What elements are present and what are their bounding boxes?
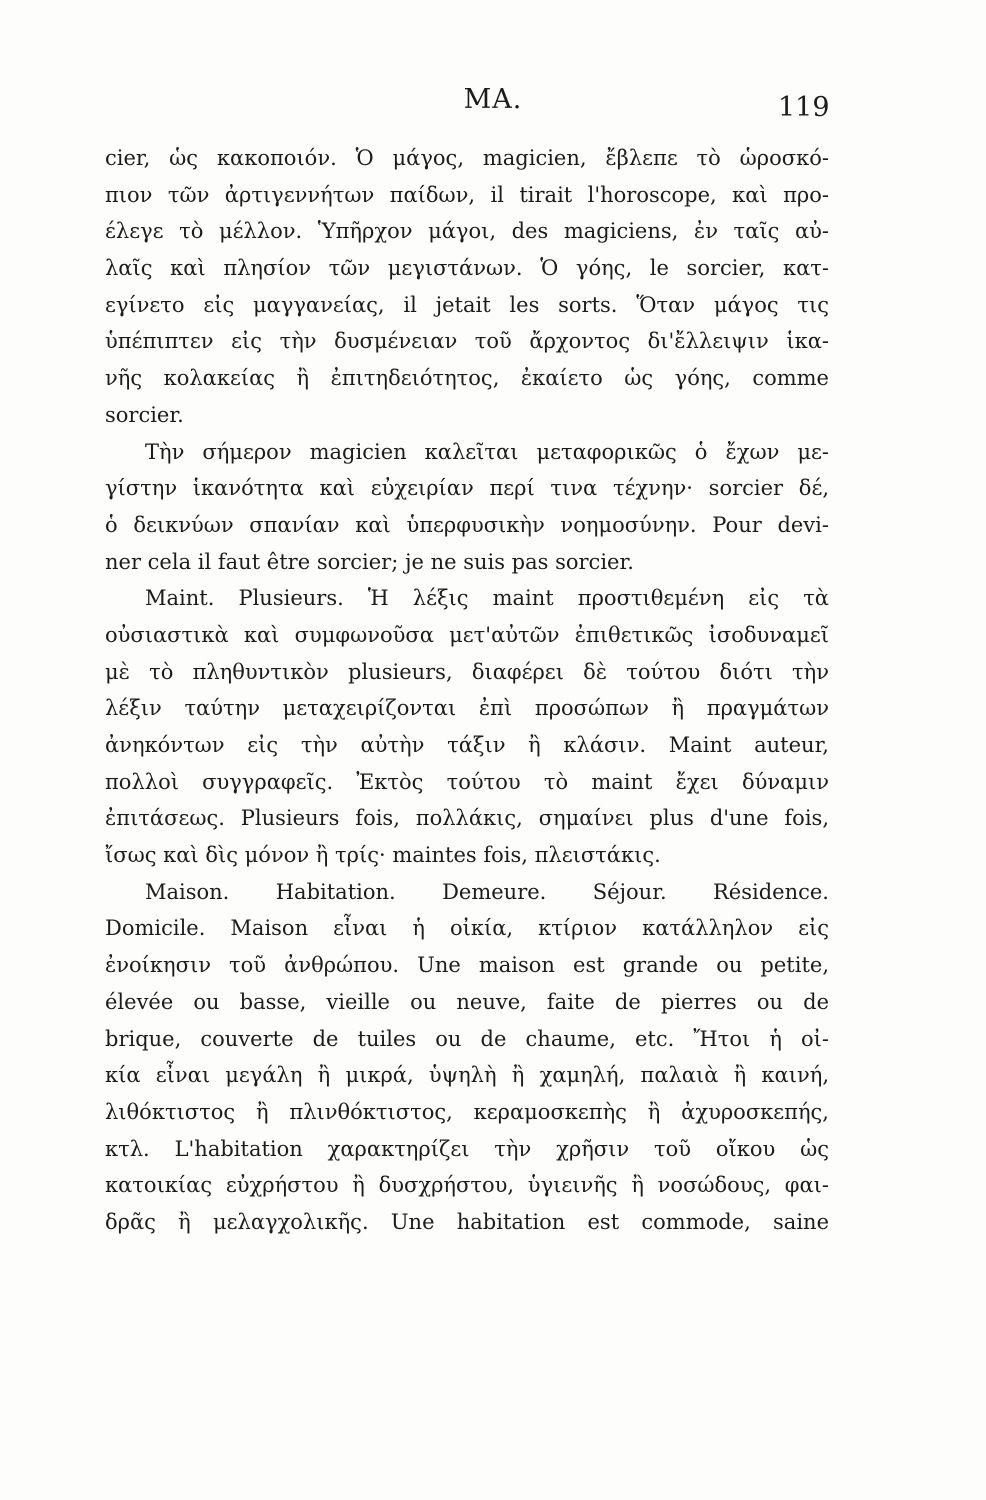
text-line: πιον τῶν ἀρτιγεννήτων παίδων, il tirait l'horoscope, καὶ προ- bbox=[105, 182, 829, 207]
text-line: κία εἶναι μεγάλη ἢ μικρά, ὑψηλὴ ἢ χαμηλή, παλαιὰ ἢ καινή, bbox=[105, 1063, 829, 1088]
text-line: ὁ δεικνύων σπανίαν καὶ ὑπερφυσικὴν νοημοσύνην. Pour devi- bbox=[105, 512, 829, 537]
text-line: λαῖς καὶ πλησίον τῶν μεγιστάνων. Ὁ γόης, le sorcier, κατ- bbox=[105, 256, 829, 281]
text-line: Domicile. Maison εἶναι ἡ οἰκία, κτίριον κατάλληλον εἰς bbox=[105, 916, 829, 941]
text-line: γίστην ἱκανότητα καὶ εὐχειρίαν περί τινα τέχνην· sorcier δέ, bbox=[105, 476, 829, 501]
text-line: λέξιν ταύτην μεταχειρίζονται ἐπὶ προσώπων ἢ πραγμάτων bbox=[105, 696, 829, 721]
text-line: κατοικίας εὐχρήστου ἢ δυσχρήστου, ὑγιεινῆς ἢ νοσώδους, φαι- bbox=[105, 1173, 829, 1198]
text-line: ner cela il faut être sorcier; je ne suis pas sorcier. bbox=[105, 549, 634, 574]
text-line: εγίνετο εἰς μαγγανείας, il jetait les sorts. Ὅταν μάγος τις bbox=[105, 292, 829, 317]
text-line: νῆς κολακείας ἢ ἐπιτηδειότητος, ἐκαίετο ὡς γόης, comme bbox=[105, 366, 829, 391]
text-line: ἴσως καὶ δὶς μόνον ἢ τρίς· maintes fois, πλειστάκις. bbox=[105, 843, 661, 868]
page-number: 119 bbox=[778, 92, 830, 123]
text-line: οὐσιαστικὰ καὶ συμφωνοῦσα μετ'αὐτῶν ἐπιθετικῶς ἰσοδυναμεῖ bbox=[105, 622, 829, 647]
text-line: έλεγε τὸ μέλλον. Ὑπῆρχον μάγοι, des magiciens, ἐν ταῖς αὐ- bbox=[105, 219, 829, 244]
text-line: cier, ὡς κακοποιόν. Ὁ μάγος, magicien, ἔβλεπε τὸ ὡροσκό- bbox=[105, 146, 829, 170]
text-line: μὲ τὸ πληθυντικὸν plusieurs, διαφέρει δὲ τούτου διότι τὴν bbox=[105, 659, 829, 684]
body-text bbox=[105, 140, 829, 1241]
text-line: Maint. Plusieurs. Ἡ λέξις maint προστιθεμένη εἰς τὰ bbox=[145, 586, 829, 611]
text-line: κτλ. L'habitation χαρακτηρίζει τὴν χρῆσιν τοῦ οἴκου ὡς bbox=[105, 1136, 829, 1161]
text-line: πολλοὶ συγγραφεῖς. Ἐκτὸς τούτου τὸ maint ἔχει δύναμιν bbox=[105, 769, 829, 794]
text-line: δρᾶς ἢ μελαγχολικῆς. Une habitation est commode, saine bbox=[105, 1209, 829, 1234]
text-line: ἀνηκόντων εἰς τὴν αὐτὴν τάξιν ἢ κλάσιν. Maint auteur, bbox=[105, 733, 829, 757]
text-line: élevée ou basse, vieille ou neuve, faite de pierres ou de bbox=[105, 989, 829, 1014]
running-head: MA. bbox=[463, 84, 523, 115]
text-line: Τὴν σήμερον magicien καλεῖται μεταφορικῶς ὁ ἔχων με- bbox=[145, 439, 829, 464]
text-line: λιθόκτιστος ἢ πλινθόκτιστος, κεραμοσκεπὴς ἢ ἀχυροσκεπής, bbox=[105, 1099, 829, 1124]
text-line: sorcier. bbox=[105, 402, 184, 427]
text-line: Maison. Habitation. Demeure. Séjour. Résidence. bbox=[145, 879, 829, 904]
text-line: ἐνοίκησιν τοῦ ἀνθρώπου. Une maison est grande ou petite, bbox=[105, 953, 829, 978]
text-line: ἐπιτάσεως. Plusieurs fois, πολλάκις, σημαίνει plus d'une fois, bbox=[105, 806, 829, 831]
text-line: ὑπέπιπτεν εἰς τὴν δυσμένειαν τοῦ ἄρχοντος δι'ἔλλειψιν ἱκα- bbox=[105, 329, 829, 354]
text-line: brique, couverte de tuiles ou de chaume, etc. Ἤτοι ἡ οἰ- bbox=[105, 1026, 829, 1051]
